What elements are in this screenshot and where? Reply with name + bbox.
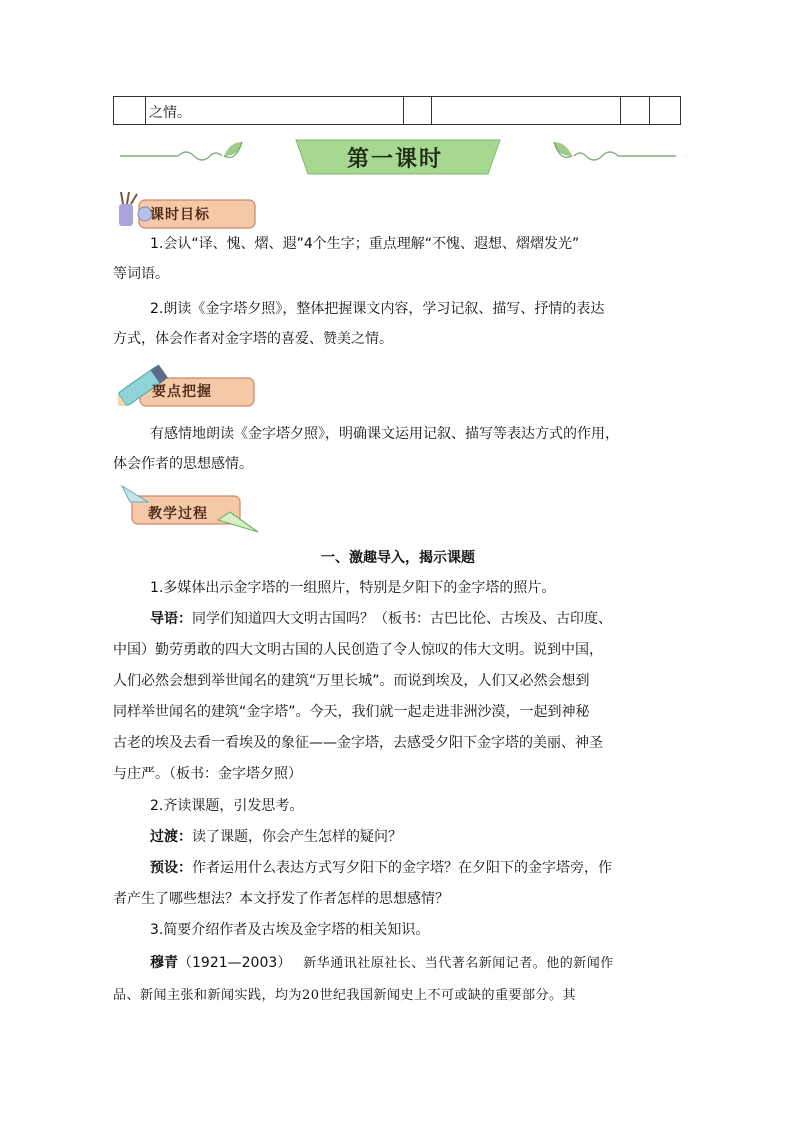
keypoints-line-1: 有感情地朗读《金字塔夕照》，明确课文运用记叙、描写等表达方式的作用， [150,426,619,442]
daoyu-line-4: 同样举世闻名的建筑“金字塔”。今天，我们就一起走进非洲沙漠，一起到神秘 [113,704,590,720]
section-title-goals: 课时目标 [150,207,210,223]
banner-title: 第一课时 [346,146,443,172]
section-title-process: 教学过程 [148,506,208,522]
daoyu-label: 导语： [150,611,192,627]
daoyu-line-6: 与庄严。（板书：金字塔夕照） [113,766,302,782]
goal-1-line-2: 等词语。 [113,266,169,282]
guodu-label: 过渡： [150,829,192,845]
yushe-line-1: 预设：作者运用什么表达方式写夕阳下的金字塔？在夕阳下的金字塔旁，作 [150,860,612,876]
table-cell-text: 之情。 [149,105,191,121]
daoyu-line-2: 中国）勤劳勇敢的四大文明古国的人民创造了令人惊叹的伟大文明。说到中国， [113,642,603,658]
daoyu-line-5: 古老的埃及去看一看埃及的象征——金字塔，去感受夕阳下金字塔的美丽、神圣 [113,735,603,751]
muqing-line-2: 品、新闻主张和新闻实践，均为20世纪我国新闻史上不可或缺的重要部分。其 [113,988,577,1003]
step-1: 1.多媒体出示金字塔的一组照片，特别是夕阳下的金字塔的照片。 [150,580,556,596]
muqing-name: 穆青 [150,955,178,971]
yushe-label: 预设： [150,860,192,876]
process-heading: 一、激趣导入，揭示课题 [321,550,475,566]
daoyu-line-3: 人们必然会想到举世闻名的建筑“万里长城”。而说到埃及，人们又必然会想到 [113,673,590,689]
goal-2-line-2: 方式，体会作者对金字塔的喜爱、赞美之情。 [113,331,393,347]
step-3: 3.简要介绍作者及古埃及金字塔的相关知识。 [150,922,430,938]
step-2: 2.齐读课题，引发思考。 [150,798,304,814]
guodu-line: 过渡：读了课题，你会产生怎样的疑问？ [150,829,402,845]
daoyu-line-1: 导语：同学们知道四大文明古国吗？（板书：古巴比伦、古埃及、古印度、 [150,611,612,627]
muqing-line-1: 穆青（1921—2003） 新华通讯社原社长、当代著名新闻记者。他的新闻作 [150,955,614,971]
table-fragment [113,96,681,125]
goal-2-line-1: 2.朗读《金字塔夕照》，整体把握课文内容，学习记叙、描写、抒情的表达 [150,301,605,317]
section-title-keypoints: 要点把握 [152,384,212,400]
goal-1-line-1: 1.会认“译、愧、熠、遐”4个生字；重点理解“不愧、遐想、熠熠发光” [150,236,580,252]
keypoints-line-2: 体会作者的思想感情。 [113,456,253,472]
muqing-years: （1921—2003） [178,955,292,971]
yushe-line-2: 者产生了哪些想法？本文抒发了作者怎样的思想感情？ [113,891,449,907]
